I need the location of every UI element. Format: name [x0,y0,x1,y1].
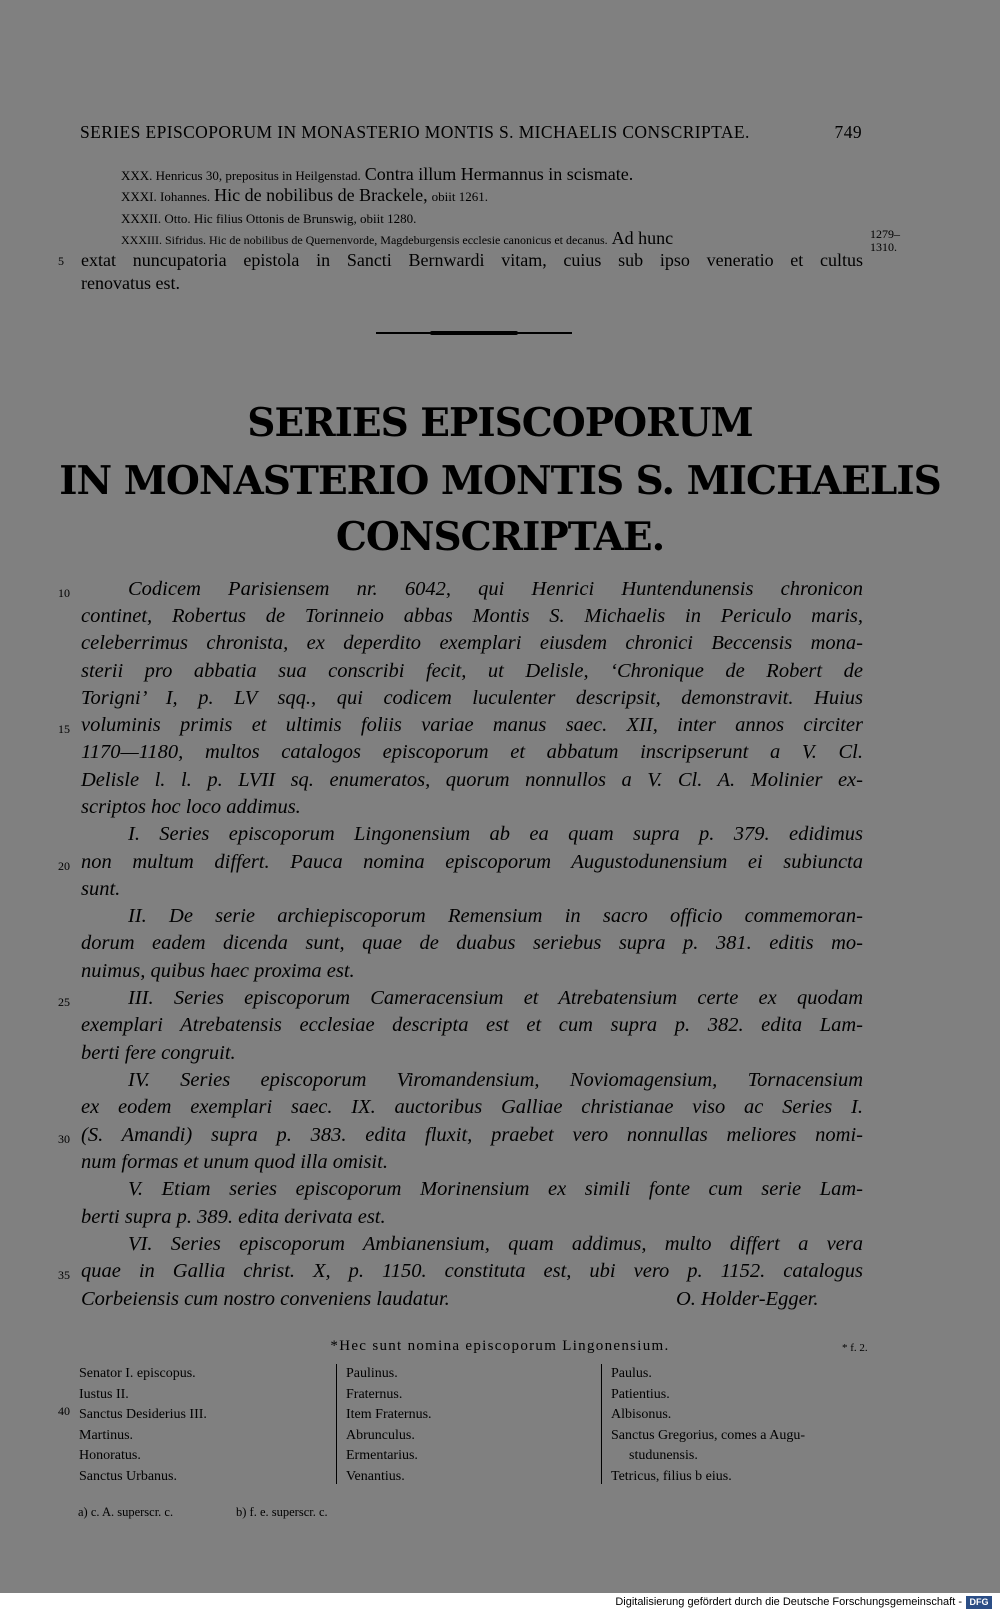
body-line: nuimus, quibus haec proxima est. [81,960,355,982]
footnote: a) c. A. superscr. c. [78,1505,174,1519]
list-item: Martinus. [79,1427,134,1443]
title-line: IN MONASTERIO MONTIS S. MICHAELIS [59,458,941,504]
body-line: ex eodem exemplari saec. IX. auctoribus Galliae christianae viso ac Series I. [81,1096,863,1118]
body-line: II. De serie archiepiscoporum Remensium in sacro officio commemoran- [128,905,863,927]
list-column [346,1364,432,1487]
list-item: Patientius. [611,1386,670,1402]
list-item: Paulinus. [346,1366,398,1381]
body-line: III. Series episcoporum Cameracensium et Atrebatensium certe ex quodam [128,987,863,1009]
footer-text: Digitalisierung gefördert durch die Deutsche Forschungsgemeinschaft - [615,1596,962,1608]
body-line: V. Etiam series episcoporum Morinensium ex simili fonte cum serie Lam- [128,1178,863,1200]
body-line: voluminis primis et ultimis foliis variae manus saec. XII, inter annos circiter [81,714,863,736]
folio-note: * f. 2. [842,1342,868,1354]
body-line: dorum eadem dicenda sunt, quae de duabus seriebus supra p. 381. editis mo- [81,932,863,954]
list-item: Iustus II. [79,1386,129,1402]
body-line: scriptos hoc loco addimus. [81,796,301,818]
line-number: 40 [58,1404,70,1418]
body-line: berti supra p. 389. edita derivata est. [81,1206,386,1228]
body-line: (S. Amandi) supra p. 383. edita fluxit, praebet vero nonnullas meliores nomi- [81,1124,863,1146]
list-item: Tetricus, filius b eius. [611,1468,732,1484]
list-item: Sanctus Gregorius, comes a Augu- [611,1427,806,1443]
title-line: CONSCRIPTAE. [335,514,665,560]
list-item: Venantius. [346,1468,405,1484]
list-item: Fraternus. [346,1386,403,1402]
body-line: quae in Gallia christ. X, p. 1150. constituta est, ubi vero p. 1152. catalogus [81,1260,863,1282]
body-line: I. Series episcoporum Lingonensium ab ea quam supra p. 379. edidimus [128,823,863,845]
body-line: IV. Series episcoporum Viromandensium, Noviomagensium, Tornacensium [128,1069,863,1091]
author-signature: O. Holder-Egger. [676,1288,819,1310]
running-head [80,122,862,143]
line-number: 20 [58,859,70,873]
dfg-logo[interactable]: DFG [966,1596,992,1609]
line-number: 35 [58,1268,70,1282]
list-column [611,1364,805,1487]
body-line: non multum differt. Pauca nomina episcoporum Augustodunensium ei subiuncta [81,851,863,873]
list-item: Paulus. [611,1366,652,1381]
list-item: Ermentarius. [346,1448,418,1463]
body-line: berti fere congruit. [81,1042,236,1064]
body-line: exemplari Atrebatensis ecclesiae descripta est et cum supra p. 382. edita Lam- [81,1014,863,1036]
prev-cont-line: renovatus est. [81,273,180,293]
title-line: SERIES EPISCOPORUM [247,400,753,446]
prev-cont-line: extat nuncupatoria epistola in Sancti Bernwardi vitam, cuius sub ipso veneratio et cultus [81,250,863,270]
body-line: Delisle l. l. p. LVII sq. enumeratos, quorum nonnullos a V. Cl. A. Molinier ex- [81,769,863,791]
list-item: Abrunculus. [346,1427,415,1443]
footnote: b) f. e. superscr. c. [236,1505,328,1519]
running-head-title: SERIES EPISCOPORUM IN MONASTERIO MONTIS S. MICHAELIS CONSCRIPTAE. [80,122,750,142]
divider-ornament [430,331,518,335]
line-number: 30 [58,1132,70,1146]
list-item: Albisonus. [611,1407,672,1422]
column-divider [336,1364,337,1484]
list-item: Item Fraternus. [346,1407,432,1422]
body-line: sterii pro abbatia sua conscribi fecit, ut Delisle, ‘Chronique de Robert de [81,660,863,682]
margin-date: 1279– 1310. [870,227,900,254]
prev-list-item: XXXII. Otto. Hic filius Ottonis de Brunswig, obiit 1280. [121,211,417,226]
body-line: continet, Robertus de Torinneio abbas Montis S. Michaelis in Periculo maris, [81,605,863,627]
line-number: 5 [58,254,64,268]
list-item: Honoratus. [79,1448,141,1463]
list-header: *Hec sunt nomina episcoporum Lingonensium. [330,1338,670,1354]
body-line: Corbeiensis cum nostro conveniens laudatur. [81,1288,450,1310]
body-line: sunt. [81,878,121,900]
list-column [79,1364,207,1487]
prev-list-item: XXXI. Iohannes. Hic de nobilibus de Brackele, obiit 1261. [121,185,488,205]
prev-list-item: XXX. Henricus 30, prepositus in Heilgenstad. Contra illum Hermannus in scismate. [121,164,634,184]
body-line: num formas et unum quod illa omisit. [81,1151,388,1173]
body-line: 1170—1180, multos catalogos episcoporum et abbatum inscripserunt a V. Cl. [81,741,863,763]
line-number: 10 [58,586,70,600]
list-item: Sanctus Urbanus. [79,1468,177,1484]
list-item: studunensis. [629,1448,698,1463]
page-number: 749 [834,122,862,142]
body-line: VI. Series episcoporum Ambianensium, quam addimus, multo differt a vera [128,1233,863,1255]
body-line: Torigni’ I, p. LV sqq., qui codicem luculenter descripsit, demonstravit. Huius [81,687,863,709]
column-divider [601,1364,602,1484]
list-item: Sanctus Desiderius III. [79,1407,207,1422]
footer-bar [0,1593,1000,1613]
line-number: 15 [58,722,70,736]
prev-list-item: XXXIII. Sifridus. Hic de nobilibus de Quernenvorde, Magdeburgensis ecclesie canonicus et decanus. Ad hunc [121,228,674,248]
body-line: celeberrimus chronista, ex deperdito exemplari eiusdem chronici Beccensis mona- [81,632,863,654]
line-number: 25 [58,995,70,1009]
list-item: Senator I. episcopus. [79,1366,196,1381]
body-line: Codicem Parisiensem nr. 6042, qui Henrici Huntendunensis chronicon [128,578,863,600]
